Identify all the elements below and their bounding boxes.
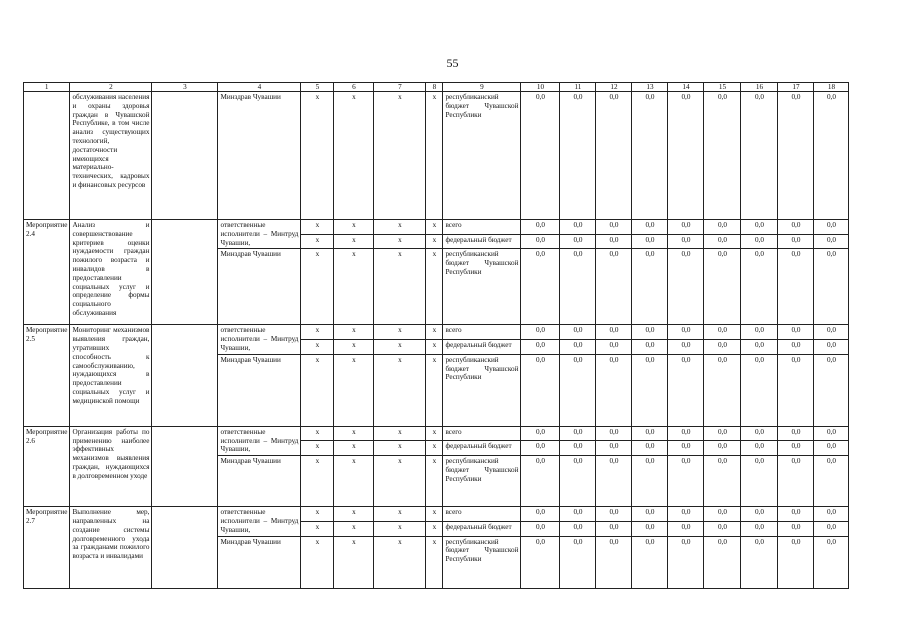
value-cell: 0,0 [778,234,814,249]
funding-source: федеральный бюджет [443,521,521,536]
table-row [24,220,849,235]
value-cell: 0,0 [814,249,849,325]
value-cell: 0,0 [741,220,778,235]
value-cell: 0,0 [521,340,560,355]
value-cell: 0,0 [596,441,632,456]
value-cell: 0,0 [560,536,596,588]
value-cell: 0,0 [741,92,778,220]
mark-cell: x [334,325,374,340]
value-cell: 0,0 [814,354,849,426]
value-cell: 0,0 [814,340,849,355]
value-cell: 0,0 [668,249,704,325]
mark-cell: x [374,426,426,441]
funding-source: всего [443,507,521,522]
value-cell: 0,0 [596,456,632,507]
value-cell: 0,0 [704,220,741,235]
mark-cell: x [301,234,334,249]
value-cell: 0,0 [632,325,668,340]
mark-cell: x [301,249,334,325]
event-label: Мероприятие 2.5 [24,325,70,426]
value-cell: 0,0 [632,536,668,588]
mark-cell: x [334,507,374,522]
mark-cell: x [301,536,334,588]
empty-cell [152,92,218,220]
value-cell: 0,0 [668,340,704,355]
mark-cell: x [334,249,374,325]
value-cell: 0,0 [778,92,814,220]
value-cell: 0,0 [632,340,668,355]
value-cell: 0,0 [704,234,741,249]
value-cell: 0,0 [521,441,560,456]
value-cell: 0,0 [704,507,741,522]
value-cell: 0,0 [741,456,778,507]
value-cell: 0,0 [596,507,632,522]
mark-cell: x [426,340,443,355]
value-cell: 0,0 [704,340,741,355]
column-number-row [24,83,849,92]
column-number: 6 [334,83,374,92]
mark-cell: x [426,234,443,249]
value-cell: 0,0 [560,456,596,507]
value-cell: 0,0 [560,426,596,441]
mark-cell: x [426,325,443,340]
value-cell: 0,0 [521,354,560,426]
mark-cell: x [426,456,443,507]
mark-cell: x [334,426,374,441]
mark-cell: x [374,521,426,536]
value-cell: 0,0 [521,456,560,507]
mark-cell: x [301,441,334,456]
mark-cell: x [301,456,334,507]
value-cell: 0,0 [632,92,668,220]
mark-cell: x [426,249,443,325]
mark-cell: x [374,249,426,325]
column-number: 17 [778,83,814,92]
value-cell: 0,0 [596,354,632,426]
value-cell: 0,0 [632,234,668,249]
mark-cell: x [426,441,443,456]
mark-cell: x [301,220,334,235]
mark-cell: x [374,507,426,522]
empty-cell [152,220,218,325]
value-cell: 0,0 [632,426,668,441]
mark-cell: x [374,536,426,588]
column-number: 18 [814,83,849,92]
column-number: 11 [560,83,596,92]
value-cell: 0,0 [814,92,849,220]
executor: Минздрав Чувашии [218,354,301,426]
value-cell: 0,0 [778,220,814,235]
funding-source: федеральный бюджет [443,441,521,456]
mark-cell: x [374,325,426,340]
value-cell: 0,0 [704,249,741,325]
value-cell: 0,0 [778,426,814,441]
executor-responsible: ответственные исполнители – Минтруд Чувашии, [218,426,301,455]
column-number: 4 [218,83,301,92]
value-cell: 0,0 [668,354,704,426]
funding-source: федеральный бюджет [443,340,521,355]
event-label-cell [24,92,70,220]
mark-cell: x [426,354,443,426]
column-number: 15 [704,83,741,92]
value-cell: 0,0 [741,507,778,522]
value-cell: 0,0 [596,521,632,536]
value-cell: 0,0 [560,521,596,536]
value-cell: 0,0 [632,507,668,522]
table-row [24,426,849,441]
value-cell: 0,0 [521,325,560,340]
value-cell: 0,0 [814,441,849,456]
value-cell: 0,0 [521,507,560,522]
executor-responsible: ответственные исполнители – Минтруд Чувашии, [218,220,301,249]
mark-cell: x [374,340,426,355]
value-cell: 0,0 [521,220,560,235]
table-row [24,507,849,522]
value-cell: 0,0 [741,521,778,536]
column-number: 5 [301,83,334,92]
mark-cell: x [426,521,443,536]
value-cell: 0,0 [704,521,741,536]
column-number: 10 [521,83,560,92]
value-cell: 0,0 [778,456,814,507]
value-cell: 0,0 [560,507,596,522]
value-cell: 0,0 [741,340,778,355]
mark-cell: x [426,507,443,522]
mark-cell: x [301,325,334,340]
value-cell: 0,0 [778,521,814,536]
value-cell: 0,0 [596,234,632,249]
column-number: 8 [426,83,443,92]
mark-cell: x [334,441,374,456]
value-cell: 0,0 [741,536,778,588]
value-cell: 0,0 [704,536,741,588]
mark-cell: x [334,220,374,235]
event-description: обслуживания населения и охраны здоровья граждан в Чувашской Республике, в том числе анализ существующих технологий, достаточности имеющихся материально-технических, кадровых и финансовых ресурсов [70,92,152,220]
value-cell: 0,0 [632,220,668,235]
value-cell: 0,0 [741,249,778,325]
value-cell: 0,0 [632,456,668,507]
value-cell: 0,0 [814,507,849,522]
funding-source: всего [443,220,521,235]
funding-source: республиканский бюджет Чувашской Республики [443,354,521,426]
column-number: 14 [668,83,704,92]
value-cell: 0,0 [596,249,632,325]
executor-responsible: ответственные исполнители – Минтруд Чувашии, [218,325,301,354]
mark-cell: x [426,536,443,588]
funding-source: федеральный бюджет [443,234,521,249]
value-cell: 0,0 [596,340,632,355]
mark-cell: x [301,354,334,426]
value-cell: 0,0 [668,426,704,441]
column-number: 7 [374,83,426,92]
value-cell: 0,0 [560,340,596,355]
value-cell: 0,0 [814,536,849,588]
value-cell: 0,0 [814,426,849,441]
value-cell: 0,0 [778,249,814,325]
value-cell: 0,0 [596,220,632,235]
mark-cell: x [301,521,334,536]
event-description: Анализ и совершенствование критериев оценки нуждаемости граждан пожилого возраста и инвалидов в предоставлении социальных услуг и определение формы социального обслуживания [70,220,152,325]
column-number: 2 [70,83,152,92]
mark-cell: x [334,354,374,426]
mark-cell: x [334,536,374,588]
value-cell: 0,0 [741,234,778,249]
value-cell: 0,0 [632,521,668,536]
column-number: 9 [443,83,521,92]
value-cell: 0,0 [814,234,849,249]
value-cell: 0,0 [814,456,849,507]
value-cell: 0,0 [560,220,596,235]
value-cell: 0,0 [632,249,668,325]
table-row [24,325,849,340]
value-cell: 0,0 [521,426,560,441]
value-cell: 0,0 [704,354,741,426]
value-cell: 0,0 [521,536,560,588]
mark-cell: x [334,456,374,507]
value-cell: 0,0 [521,92,560,220]
event-label: Мероприятие 2.4 [24,220,70,325]
value-cell: 0,0 [632,354,668,426]
table-row [24,92,849,220]
value-cell: 0,0 [560,325,596,340]
mark-cell: x [374,456,426,507]
mark-cell: x [334,521,374,536]
value-cell: 0,0 [668,521,704,536]
value-cell: 0,0 [741,441,778,456]
value-cell: 0,0 [778,536,814,588]
value-cell: 0,0 [668,325,704,340]
value-cell: 0,0 [668,507,704,522]
mark-cell: x [334,340,374,355]
mark-cell: x [301,340,334,355]
value-cell: 0,0 [560,92,596,220]
value-cell: 0,0 [632,441,668,456]
funding-source: республиканский бюджет Чувашской Республики [443,536,521,588]
funding-source: республиканский бюджет Чувашской Республики [443,456,521,507]
value-cell: 0,0 [668,441,704,456]
value-cell: 0,0 [521,521,560,536]
value-cell: 0,0 [668,92,704,220]
event-description: Выполнение мер, направленных на создание системы долговременного ухода за гражданами пожилого возраста и инвалидами [70,507,152,588]
value-cell: 0,0 [521,249,560,325]
mark-cell: x [374,220,426,235]
mark-cell: x [374,441,426,456]
value-cell: 0,0 [521,234,560,249]
mark-cell: x [374,234,426,249]
mark-cell: x [426,220,443,235]
event-description: Организация работы по применению наиболее эффективных механизмов выявления граждан, нуждающихся в долговременном уходе [70,426,152,506]
event-description: Мониторинг механизмов выявления граждан, утративших способность к самообслуживанию, нуждающихся в предоставлении социальных услуг и медицинской помощи [70,325,152,426]
value-cell: 0,0 [560,441,596,456]
mark-cell: x [334,234,374,249]
value-cell: 0,0 [560,354,596,426]
value-cell: 0,0 [596,536,632,588]
value-cell: 0,0 [560,234,596,249]
mark-cell: x [301,507,334,522]
column-number: 13 [632,83,668,92]
executor: Минздрав Чувашии [218,92,301,220]
value-cell: 0,0 [778,441,814,456]
mark-cell: x [426,426,443,441]
empty-cell [152,325,218,426]
value-cell: 0,0 [704,426,741,441]
value-cell: 0,0 [560,249,596,325]
empty-cell [152,426,218,506]
mark-cell: x [374,92,426,220]
value-cell: 0,0 [778,340,814,355]
value-cell: 0,0 [668,456,704,507]
mark-cell: x [301,426,334,441]
value-cell: 0,0 [814,325,849,340]
mark-cell: x [426,92,443,220]
column-number: 3 [152,83,218,92]
executor: Минздрав Чувашии [218,249,301,325]
value-cell: 0,0 [704,456,741,507]
value-cell: 0,0 [596,92,632,220]
funding-source: всего [443,426,521,441]
column-number: 16 [741,83,778,92]
value-cell: 0,0 [704,325,741,340]
empty-cell [152,507,218,588]
event-label: Мероприятие 2.6 [24,426,70,506]
column-number: 1 [24,83,70,92]
executor: Минздрав Чувашии [218,456,301,507]
value-cell: 0,0 [778,507,814,522]
value-cell: 0,0 [668,234,704,249]
mark-cell: x [374,354,426,426]
value-cell: 0,0 [814,521,849,536]
value-cell: 0,0 [596,325,632,340]
page-number: 55 [446,56,459,70]
value-cell: 0,0 [778,354,814,426]
executor: Минздрав Чувашии [218,536,301,588]
value-cell: 0,0 [596,426,632,441]
mark-cell: x [334,92,374,220]
value-cell: 0,0 [704,441,741,456]
value-cell: 0,0 [741,325,778,340]
mark-cell: x [301,92,334,220]
value-cell: 0,0 [668,536,704,588]
value-cell: 0,0 [704,92,741,220]
value-cell: 0,0 [668,220,704,235]
event-label: Мероприятие 2.7 [24,507,70,588]
column-number: 12 [596,83,632,92]
value-cell: 0,0 [741,354,778,426]
value-cell: 0,0 [814,220,849,235]
funding-source: всего [443,325,521,340]
program-table [23,82,849,589]
funding-source: республиканский бюджет Чувашской Республики [443,249,521,325]
funding-source: республиканский бюджет Чувашской Республики [443,92,521,220]
value-cell: 0,0 [778,325,814,340]
executor-responsible: ответственные исполнители – Минтруд Чувашии, [218,507,301,536]
value-cell: 0,0 [741,426,778,441]
